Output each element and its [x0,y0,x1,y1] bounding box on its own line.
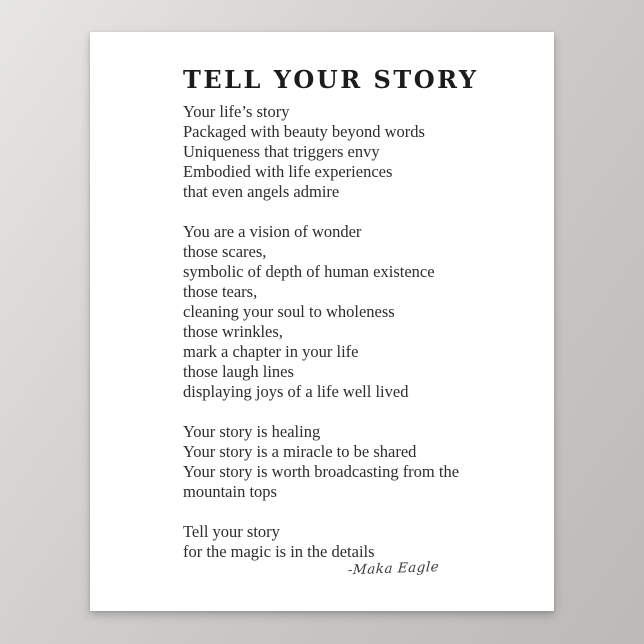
poem-line: for the magic is in the details [183,542,375,561]
poem-line: those wrinkles, [183,322,283,341]
poem-stanza [183,422,520,502]
poem-line: cleaning your soul to wholeness [183,302,395,321]
poem-line: You are a vision of wonder [183,222,362,241]
poem-line: mountain tops [183,482,277,501]
poem-line: symbolic of depth of human existence [183,262,435,281]
poem-stanza [183,102,520,202]
author-signature: -Maka Eagle [347,559,440,579]
poem-line: Your story is worth broadcasting from the [183,462,460,481]
poem-line: Uniqueness that triggers envy [183,142,380,161]
poem [183,102,520,562]
poem-line: Embodied with life experiences [183,162,393,181]
poem-line: mark a chapter in your life [183,342,359,361]
poem-line: those scares, [183,242,267,261]
poem-line: those tears, [183,282,258,301]
poem-line: those laugh lines [183,362,294,381]
poem-line: Tell your story [183,522,280,541]
poem-line: that even angels admire [183,182,340,201]
poem-stanza [183,222,520,402]
poem-line: Your story is a miracle to be shared [183,442,417,461]
poster-title: TELL YOUR STORY [183,65,479,94]
poem-stanza [183,522,520,562]
poem-line: Your story is healing [183,422,321,441]
poem-line: Packaged with beauty beyond words [183,122,425,141]
poem-line: Your life’s story [183,102,290,121]
poem-poster [90,32,554,611]
poem-line: displaying joys of a life well lived [183,382,409,401]
